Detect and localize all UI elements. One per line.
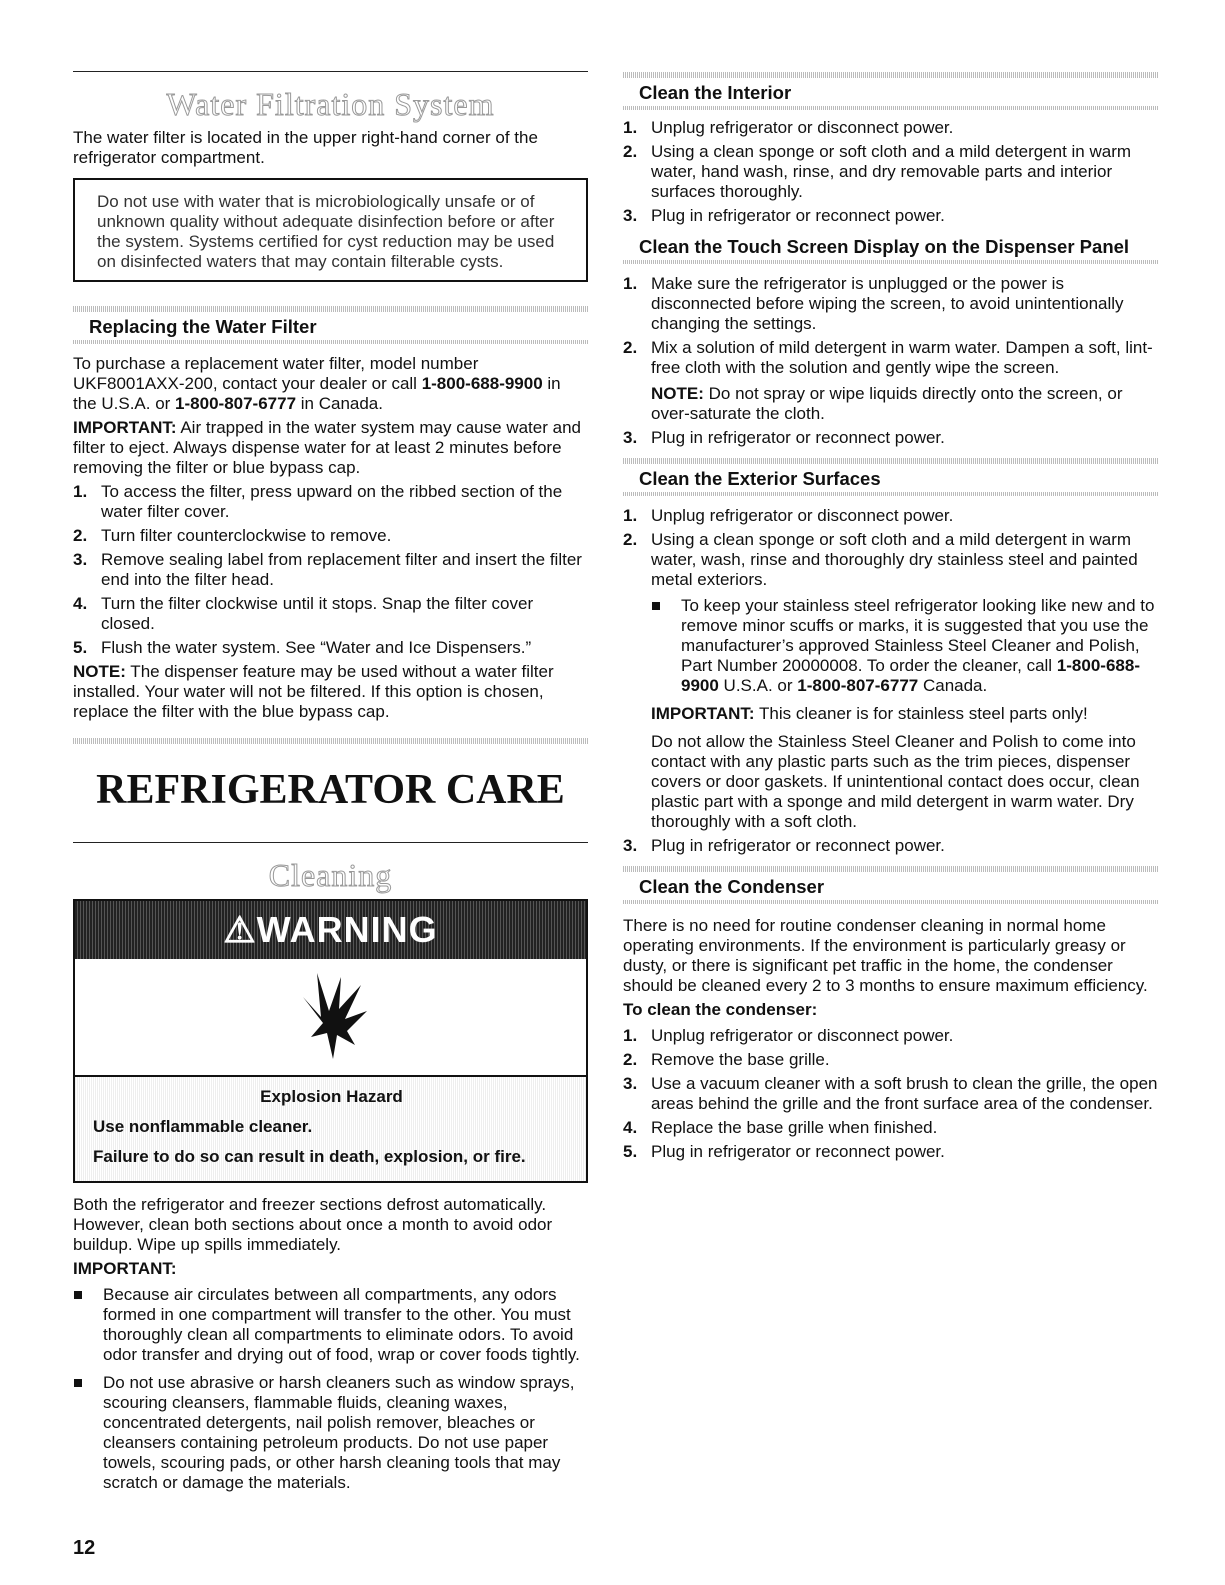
heading-replacing-water-filter: Replacing the Water Filter xyxy=(89,316,317,337)
exterior-caution: Do not allow the Stainless Steel Cleaner and Polish to come into contact with any plastic parts such as the trim pieces, dispenser covers or door gaskets. If unintentional contact does occur, clean plastic part with a sponge and mild detergent in warm water. Dry thoroughly with a soft cloth. xyxy=(651,732,1140,831)
list-item: 2. Remove the base grille. xyxy=(623,1050,830,1069)
condenser-intro: There is no need for routine condenser cleaning in normal home operating environments. If the environment is particularly greasy or dusty, or there is significant pet traffic in the home, the condenser should be cleaned every 2 to 3 months to ensure maximum efficiency. xyxy=(623,916,1148,995)
warning-line-1: Use nonflammable cleaner. xyxy=(93,1117,313,1136)
phone-us: 1-800-688-9900 xyxy=(681,656,1140,695)
warning-triangle-icon: ⚠ xyxy=(223,909,257,950)
touch-screen-note: NOTE: Do not spray or wipe liquids directly onto the screen, or over-saturate the cloth. xyxy=(651,384,1123,423)
warning-header xyxy=(75,901,586,959)
list-item: 2. Turn filter counterclockwise to remove. xyxy=(73,526,392,545)
water-filter-intro: The water filter is located in the upper right-hand corner of the refrigerator compartment. xyxy=(73,128,538,167)
divider-stripe xyxy=(73,738,588,744)
list-item: 3. Plug in refrigerator or reconnect power. xyxy=(623,206,945,225)
list-item: 4. Turn the filter clockwise until it stops. Snap the filter cover closed. xyxy=(73,594,534,633)
list-item: 5. Flush the water system. See “Water and Ice Dispensers.” xyxy=(73,638,532,657)
warning-box xyxy=(73,899,588,1183)
water-quality-notice-text: Do not use with water that is microbiologically unsafe or of unknown quality without adequate disinfection before or after the system. Systems certified for cyst reduction may be used on disinfected waters that may contain filterable cysts. xyxy=(97,192,555,271)
phone-canada: 1-800-807-6777 xyxy=(797,676,919,695)
divider-stripe xyxy=(73,340,588,344)
divider xyxy=(73,71,588,72)
phone-us: 1-800-688-9900 xyxy=(421,374,543,393)
touch-screen-steps xyxy=(623,274,1158,448)
list-item: 5. Plug in refrigerator or reconnect power. xyxy=(623,1142,945,1161)
list-item: 3. Use a vacuum cleaner with a soft brush to clean the grille, the open areas behind the grille and the front surface area of the condenser. xyxy=(623,1074,1158,1113)
section-title-water-filtration: Water Filtration System xyxy=(166,86,495,122)
warning-message xyxy=(75,1075,586,1181)
list-item: 1. To access the filter, press upward on the ribbed section of the water filter cover. xyxy=(73,482,563,521)
divider-stripe xyxy=(623,260,1158,264)
divider-stripe xyxy=(623,900,1158,904)
filter-replacement-steps xyxy=(73,482,588,658)
divider xyxy=(73,842,588,843)
note-dispenser-without-filter: NOTE: The dispenser feature may be used without a water filter installed. Your water will not be filtered. If this option is chosen, replace the filter with the blue bypass cap. xyxy=(73,662,554,721)
exterior-important: IMPORTANT: This cleaner is for stainless steel parts only! xyxy=(651,704,1088,723)
list-item: 2. Mix a solution of mild detergent in warm water. Dampen a soft, lint-free cloth with the solution and gently wipe the screen. NOTE: Do not spray or wipe liquids directly onto the screen, or over-saturate the cloth. xyxy=(623,338,1158,424)
warning-line-2: Failure to do so can result in death, explosion, or fire. xyxy=(93,1147,526,1166)
exterior-tips xyxy=(651,596,1158,696)
heading-clean-condenser: Clean the Condenser xyxy=(639,876,825,897)
list-item: 3. Plug in refrigerator or reconnect power. xyxy=(623,836,945,855)
water-quality-notice-box xyxy=(73,178,588,282)
list-item: 2. Using a clean sponge or soft cloth and a mild detergent in warm water, hand wash, rinse, and dry removable parts and interior surfaces thoroughly. xyxy=(623,142,1132,201)
list-item: 3. Plug in refrigerator or reconnect power. xyxy=(623,428,945,447)
list-item: Because air circulates between all compartments, any odors formed in one compartment will transfer to the other. You must thoroughly clean all compartments to eliminate odors. To avoid odor transfer and drying out of food, wrap or cover foods tightly. xyxy=(73,1285,588,1365)
to-clean-condenser-label: To clean the condenser: xyxy=(623,1000,818,1019)
warning-symbol-area xyxy=(75,959,586,1075)
list-item: 4. Replace the base grille when finished. xyxy=(623,1118,938,1137)
phone-canada: 1-800-807-6777 xyxy=(175,394,297,413)
divider-stripe xyxy=(623,106,1158,110)
section-title-cleaning: Cleaning xyxy=(268,857,393,893)
list-item: To keep your stainless steel refrigerator looking like new and to remove minor scuffs or marks, it is suggested that you use the manufacturer’s approved Stainless Steel Cleaner and Polish, Part Number 20000008. To order the cleaner, call 1-800-688-9900 U.S.A. or 1-800-807-6777 Canada. xyxy=(651,596,1158,696)
cleaning-intro: Both the refrigerator and freezer sections defrost automatically. However, clean both sections about once a month to avoid odor buildup. Wipe up spills immediately. xyxy=(73,1195,553,1254)
important-label: IMPORTANT: xyxy=(73,1259,177,1278)
page-number: 12 xyxy=(73,1537,96,1559)
list-item: 1. Unplug refrigerator or disconnect power. xyxy=(623,506,954,525)
exterior-steps xyxy=(623,506,1158,856)
list-item: 1. Unplug refrigerator or disconnect power. xyxy=(623,1026,954,1045)
heading-clean-interior: Clean the Interior xyxy=(639,82,792,103)
explosion-icon xyxy=(293,971,373,1067)
interior-steps xyxy=(623,118,1158,226)
replacement-purchase-info: To purchase a replacement water filter, model number UKF8001AXX-200, contact your dealer or call 1-800-688-9900 in the U.S.A. or 1-800-807-6777 in Canada. xyxy=(73,354,561,413)
heading-clean-touch-screen: Clean the Touch Screen Display on the Dispenser Panel xyxy=(639,236,1130,257)
list-item: 2. Using a clean sponge or soft cloth and a mild detergent in warm water, wash, rinse and thoroughly dry stainless steel and painted metal exteriors. To keep your stainless steel refrigerator looking like new and to remove minor scuffs or marks, it is suggested that you use the manufacturer’s approved Stainless Steel Cleaner and Polish, Part Number 20000008. To order the cleaner, call 1-800-688-9900 U.S.A. or 1-800-807-6777 Canada. IMPORTANT: This cleaner is for stainless steel parts only! Do not allow the Stainless Steel Cleaner and Polish to come into contact with any plastic parts such as the trim pieces, dispenser covers or door gaskets. If unintentional contact does occur, clean plastic part with a sponge and mild detergent in warm water. Dry thoroughly with a soft cloth. xyxy=(623,530,1158,832)
page-title-refrigerator-care: REFRIGERATOR CARE xyxy=(96,767,565,813)
heading-clean-exterior: Clean the Exterior Surfaces xyxy=(639,468,881,489)
list-item: 3. Remove sealing label from replacement filter and insert the filter end into the filter head. xyxy=(73,550,582,589)
condenser-steps xyxy=(623,1026,1158,1162)
left-column xyxy=(73,0,588,1501)
list-item: 1. Unplug refrigerator or disconnect power. xyxy=(623,118,954,137)
warning-hazard-title: Explosion Hazard xyxy=(260,1087,403,1106)
important-air-trapped: IMPORTANT: Air trapped in the water system may cause water and filter to eject. Always dispense water for at least 2 minutes before removing the filter or blue bypass cap. xyxy=(73,418,581,477)
right-column xyxy=(623,0,1158,1166)
cleaning-important-list xyxy=(73,1285,588,1493)
warning-label: WARNING xyxy=(256,909,438,950)
divider-stripe xyxy=(623,492,1158,496)
list-item: Do not use abrasive or harsh cleaners such as window sprays, scouring cleansers, flammable fluids, cleaning waxes, concentrated detergents, nail polish remover, bleaches or cleansers containing petroleum products. Do not use paper towels, scouring pads, or other harsh cleaning tools that may scratch or damage the materials. xyxy=(73,1373,588,1493)
list-item: 1. Make sure the refrigerator is unplugged or the power is disconnected before wiping the screen, to avoid unintentionally changing the settings. xyxy=(623,274,1124,333)
